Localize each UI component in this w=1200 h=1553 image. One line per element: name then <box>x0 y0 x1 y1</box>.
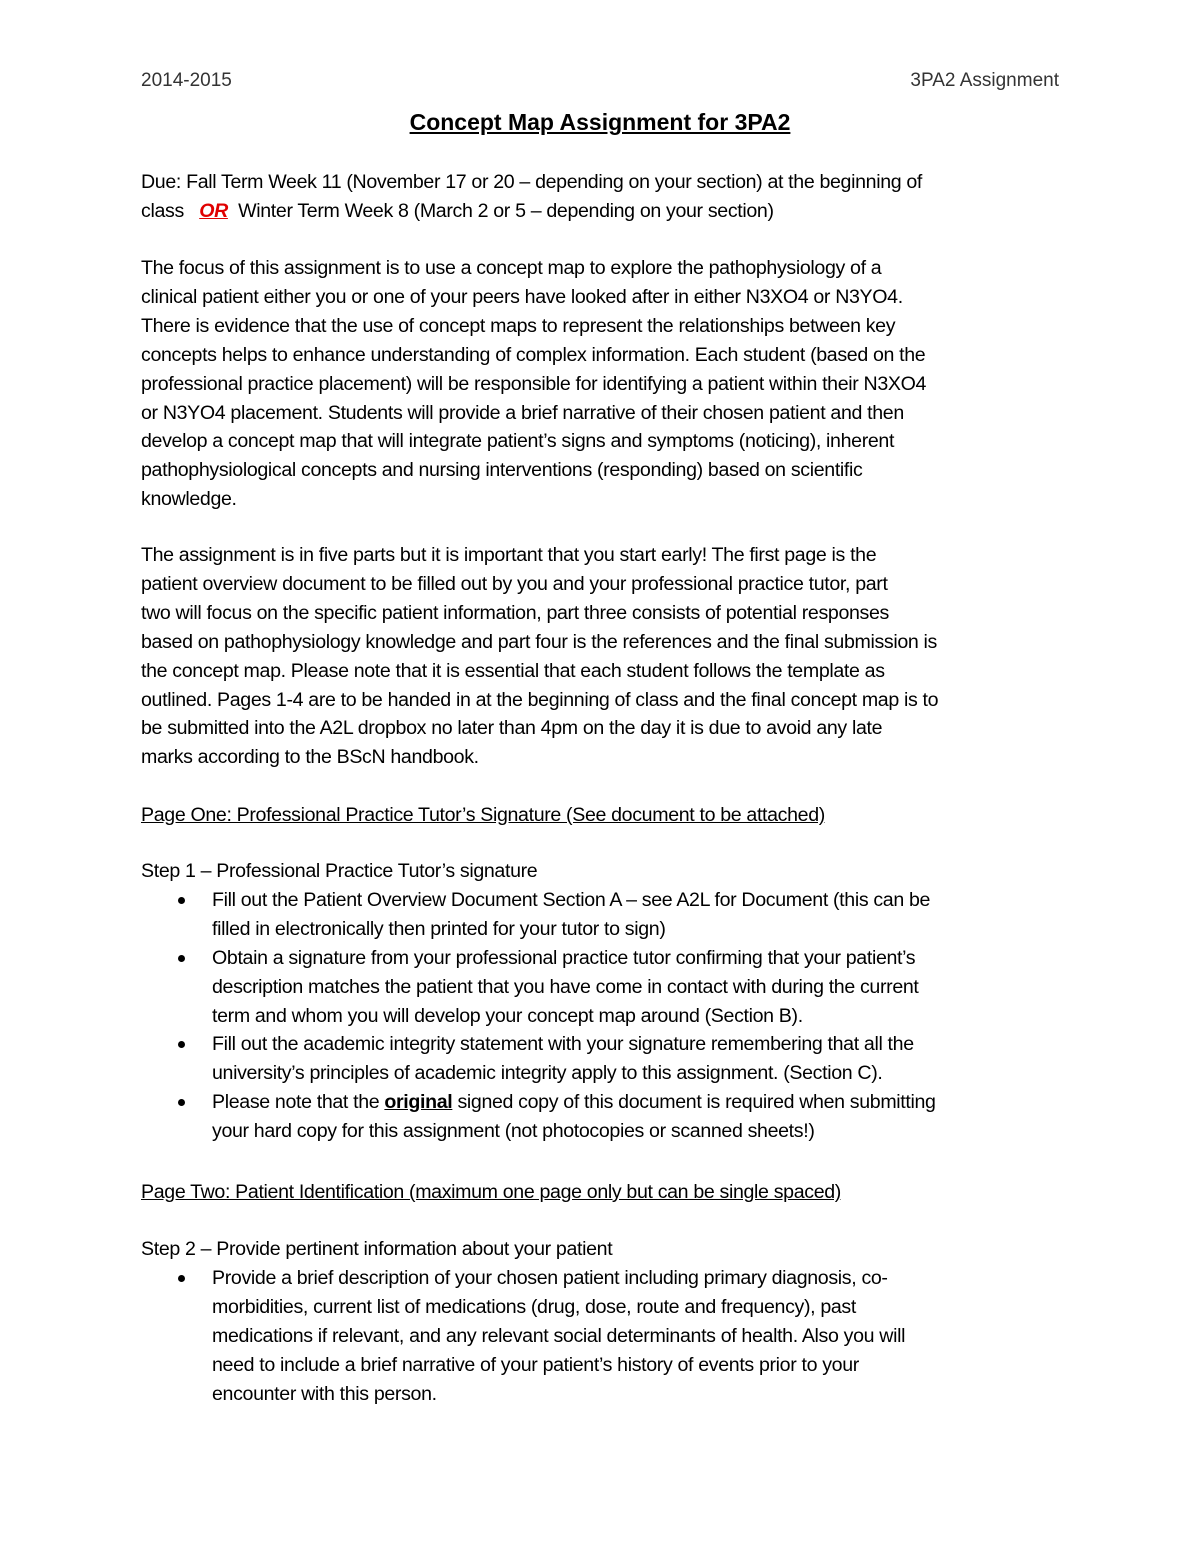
paragraph-line: the concept map. Please note that it is essential that each student follows the template as <box>141 659 885 682</box>
step-1-title: Step 1 – Professional Practice Tutor’s signature <box>141 860 538 882</box>
paragraph-line: The assignment is in five parts but it is important that you start early! The first page is the <box>141 544 877 566</box>
paragraph-line: concepts helps to enhance understanding of complex information. Each student (based on the <box>141 343 926 366</box>
paragraph-line: be submitted into the A2L dropbox no later than 4pm on the day it is due to avoid any late <box>141 717 883 740</box>
bullet-line: Provide a brief description of your chosen patient including primary diagnosis, co- <box>212 1266 888 1289</box>
bullet-line: Fill out the Patient Overview Document Section A – see A2L for Document (this can be <box>212 888 931 911</box>
step-1-section <box>141 857 936 1146</box>
paragraph-line: professional practice placement) will be responsible for identifying a patient within their N3XO4 <box>141 372 927 395</box>
bullet-icon <box>178 897 185 904</box>
bullet-line <box>212 1088 936 1117</box>
due-line-2 <box>141 197 922 226</box>
paragraph-line: The focus of this assignment is to use a concept map to explore the pathophysiology of a <box>141 257 882 279</box>
bullet-line: term and whom you will develop your concept map around (Section B). <box>212 1004 803 1027</box>
page-one-heading-text: Page One: Professional Practice Tutor’s Signature (See document to be attached) <box>141 804 825 826</box>
document-title: Concept Map Assignment for 3PA2 <box>409 109 791 135</box>
bullet-item <box>141 1264 905 1409</box>
paragraph-line: two will focus on the specific patient information, part three consists of potential responses <box>141 601 889 624</box>
paragraph-line: There is evidence that the use of concept maps to represent the relationships between key <box>141 314 896 337</box>
bullet-text: signed copy of this document is required when submitting <box>452 1091 936 1114</box>
bullet-line: description matches the patient that you have come in contact with during the current <box>212 975 919 998</box>
step-2-title: Step 2 – Provide pertinent information about your patient <box>141 1238 613 1260</box>
page-two-heading-text: Page Two: Patient Identification (maximum one page only but can be single spaced) <box>141 1181 841 1203</box>
bullet-line: encounter with this person. <box>212 1382 437 1405</box>
paragraph-line: marks according to the BScN handbook. <box>141 746 479 769</box>
due-section <box>141 168 922 226</box>
bullet-line: Obtain a signature from your professional practice tutor confirming that your patient’s <box>212 946 916 969</box>
paragraph-parts <box>141 541 938 772</box>
bullet-text: Please note that the <box>212 1091 385 1114</box>
or-emphasis: OR <box>199 199 228 222</box>
bullet-line: need to include a brief narrative of your patient’s history of events prior to your <box>212 1353 859 1376</box>
bullet-icon <box>178 1041 185 1048</box>
bullet-item <box>141 944 936 1031</box>
bullet-line: medications if relevant, and any relevant social determinants of health. Also you will <box>212 1324 906 1347</box>
step-2-section <box>141 1235 905 1408</box>
bullet-line: Fill out the academic integrity statement with your signature remembering that all the <box>212 1033 914 1056</box>
page-two-heading <box>141 1178 841 1207</box>
bullet-line: university’s principles of academic integrity apply to this assignment. (Section C). <box>212 1062 883 1085</box>
bullet-item <box>141 1088 936 1146</box>
bullet-icon <box>178 955 185 962</box>
paragraph-line: based on pathophysiology knowledge and part four is the references and the final submission is <box>141 630 937 653</box>
bullet-item <box>141 886 936 944</box>
original-emphasis: original <box>384 1091 453 1114</box>
paragraph-line: develop a concept map that will integrate patient’s signs and symptoms (noticing), inherent <box>141 430 895 453</box>
bullet-line: morbidities, current list of medications (drug, dose, route and frequency), past <box>212 1295 856 1318</box>
paragraph-line: outlined. Pages 1-4 are to be handed in at the beginning of class and the final concept map is to <box>141 688 939 711</box>
paragraph-focus <box>141 254 926 514</box>
paragraph-line: pathophysiological concepts and nursing interventions (responding) based on scientific <box>141 459 863 482</box>
bullet-icon <box>178 1099 185 1106</box>
bullet-icon <box>178 1275 185 1282</box>
paragraph-line: knowledge. <box>141 488 237 511</box>
paragraph-line: or N3YO4 placement. Students will provide a brief narrative of their chosen patient and then <box>141 401 904 424</box>
due-class: class <box>141 199 184 222</box>
due-line-1: Due: Fall Term Week 11 (November 17 or 20 – depending on your section) at the beginning of <box>141 171 923 193</box>
due-winter: Winter Term Week 8 (March 2 or 5 – depending on your section) <box>238 199 774 222</box>
bullet-item <box>141 1030 936 1088</box>
bullet-line: your hard copy for this assignment (not photocopies or scanned sheets!) <box>212 1120 815 1143</box>
header-course: 3PA2 Assignment <box>910 70 1059 91</box>
bullet-line: filled in electronically then printed for your tutor to sign) <box>212 917 666 940</box>
header-year: 2014-2015 <box>141 70 232 91</box>
page-one-heading <box>141 801 825 830</box>
paragraph-line: clinical patient either you or one of your peers have looked after in either N3XO4 or N3YO4. <box>141 285 903 308</box>
paragraph-line: patient overview document to be filled out by you and your professional practice tutor, part <box>141 572 888 595</box>
